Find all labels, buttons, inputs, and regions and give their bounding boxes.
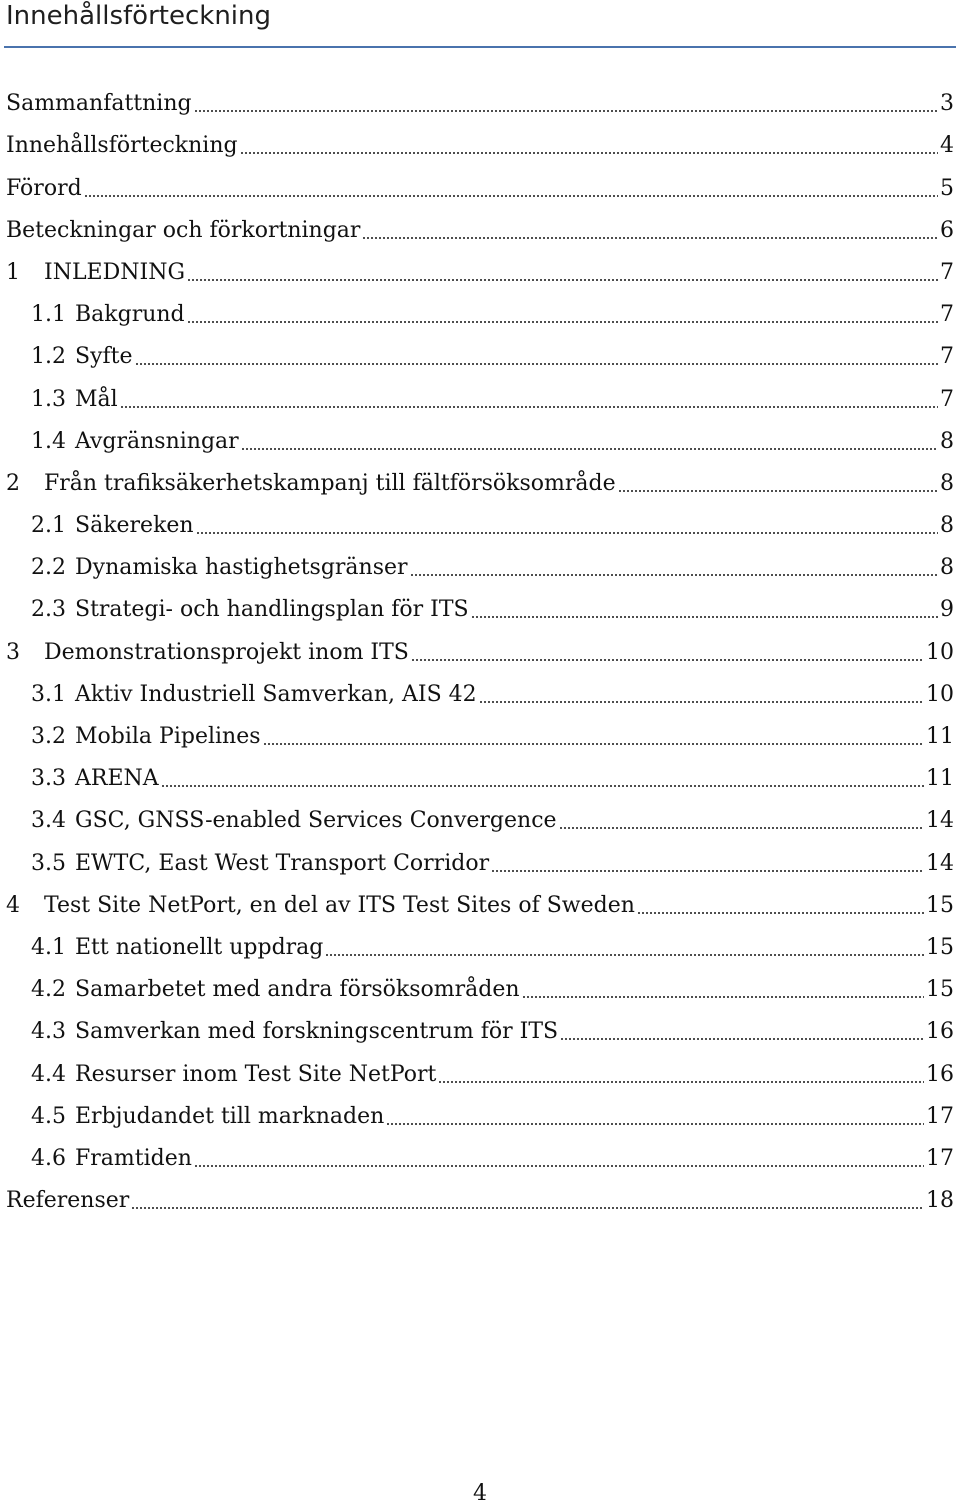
toc-entry[interactable] [6, 203, 954, 245]
dot-leader [241, 448, 938, 450]
toc-entry-page: 17 [926, 1103, 954, 1129]
toc-entry-page: 15 [926, 892, 954, 918]
dot-leader [491, 870, 924, 872]
toc-entry-title: INLEDNING [44, 259, 186, 285]
dot-leader [325, 954, 924, 956]
toc-entry-page: 8 [940, 555, 954, 581]
toc-entry[interactable] [6, 1004, 954, 1046]
toc-entry-number: 2.2 [31, 555, 66, 581]
toc-entry-number: 3.5 [31, 850, 66, 876]
toc-entry-page: 14 [926, 850, 954, 876]
toc-entry[interactable] [6, 456, 954, 498]
toc-entry[interactable] [6, 1046, 954, 1088]
toc-entry[interactable] [6, 1173, 954, 1215]
toc-entry-number: 3.3 [31, 766, 66, 792]
toc-entry-title: Framtiden [75, 1145, 192, 1171]
toc-entry[interactable] [6, 582, 954, 624]
toc-entry-page: 16 [926, 1019, 954, 1045]
toc-entry-title: Förord [6, 175, 82, 201]
toc-entry[interactable] [6, 245, 954, 287]
toc-entry-page: 11 [926, 766, 954, 792]
toc-entry-page: 5 [940, 175, 954, 201]
toc-entry-page: 4 [940, 133, 954, 159]
dot-leader [410, 574, 938, 576]
heading-underline [4, 46, 956, 48]
toc-entry[interactable] [6, 76, 954, 118]
dot-leader [194, 110, 938, 112]
dot-leader [438, 1081, 924, 1083]
toc-entry[interactable] [6, 1089, 954, 1131]
toc-entry[interactable] [6, 835, 954, 877]
dot-leader [560, 1038, 924, 1040]
toc-entry[interactable] [6, 1131, 954, 1173]
toc-entry-title: Från trafiksäkerhetskampanj till fältförsöksområde [44, 470, 616, 496]
dot-leader [559, 827, 924, 829]
dot-leader [479, 701, 924, 703]
toc-entry-title: Bakgrund [75, 302, 185, 328]
toc-entry-page: 15 [926, 934, 954, 960]
toc-entry[interactable] [6, 371, 954, 413]
toc-entry-page: 8 [940, 470, 954, 496]
toc-entry-page: 10 [926, 681, 954, 707]
toc-entry[interactable] [6, 920, 954, 962]
dot-leader [386, 1123, 924, 1125]
toc-entry-number: 4 [6, 892, 20, 918]
toc-entry-page: 16 [926, 1061, 954, 1087]
dot-leader [471, 616, 938, 618]
toc-entry-title: Samverkan med forskningscentrum för ITS [75, 1019, 559, 1045]
toc-entry-title: Samarbetet med andra försöksområden [75, 977, 520, 1003]
toc-entry-number: 1 [6, 259, 20, 285]
toc-entry-number: 4.2 [31, 977, 66, 1003]
toc-entry-number: 4.1 [31, 934, 66, 960]
dot-leader [362, 237, 938, 239]
toc-entry[interactable] [6, 287, 954, 329]
dot-leader [161, 785, 924, 787]
toc-entry-page: 10 [926, 639, 954, 665]
toc-entry-page: 11 [926, 724, 954, 749]
toc-entry-title: Mobila Pipelines [75, 724, 261, 749]
toc-entry-page: 8 [940, 428, 954, 454]
toc-entry-title: Sammanfattning [6, 91, 192, 117]
toc-entry-title: Säkereken [75, 513, 194, 539]
toc-entry-page: 3 [940, 91, 954, 117]
toc-entry-page: 7 [940, 302, 954, 328]
toc-entry-title: GSC, GNSS-enabled Services Convergence [75, 808, 557, 834]
dot-leader [522, 996, 924, 998]
toc-entry-number: 3 [6, 639, 20, 665]
toc-entry-title: Erbjudandet till marknaden [75, 1103, 385, 1129]
toc-entry-number: 3.4 [31, 808, 66, 834]
toc-entry-title: Innehållsförteckning [6, 133, 238, 159]
toc-entry-title: EWTC, East West Transport Corridor [75, 850, 490, 876]
dot-leader [135, 363, 938, 365]
toc-entry-title: Ett nationellt uppdrag [75, 934, 324, 960]
toc-entry-title: Avgränsningar [75, 428, 239, 454]
toc-entry-page: 15 [926, 977, 954, 1003]
toc-entry-number: 1.3 [31, 386, 66, 412]
toc-entry-number: 4.4 [31, 1061, 66, 1087]
dot-leader [618, 490, 938, 492]
toc-entry-number: 1.2 [31, 344, 66, 370]
toc-entry-page: 6 [940, 217, 954, 243]
toc-entry[interactable] [6, 962, 954, 1004]
table-of-contents [6, 76, 954, 1215]
toc-entry-page: 8 [940, 513, 954, 539]
dot-leader [120, 406, 938, 408]
toc-entry-page: 17 [926, 1145, 954, 1171]
dot-leader [411, 659, 924, 661]
toc-entry-number: 4.3 [31, 1019, 66, 1045]
toc-entry[interactable] [6, 160, 954, 202]
toc-entry-page: 18 [926, 1188, 954, 1214]
toc-entry[interactable] [6, 624, 954, 666]
toc-entry-page: 14 [926, 808, 954, 834]
toc-entry[interactable] [6, 793, 954, 835]
toc-entry-page: 7 [940, 259, 954, 285]
toc-entry-title: Mål [75, 386, 118, 412]
dot-leader [187, 279, 938, 281]
toc-entry-title: ARENA [75, 766, 159, 792]
toc-entry[interactable] [6, 878, 954, 920]
toc-entry[interactable] [6, 667, 954, 709]
toc-entry[interactable] [6, 751, 954, 793]
toc-entry[interactable] [6, 118, 954, 160]
toc-entry-number: 2.1 [31, 513, 66, 539]
dot-leader [263, 743, 924, 745]
dot-leader [637, 912, 924, 914]
toc-entry-title: Strategi- och handlingsplan för ITS [75, 597, 469, 623]
toc-entry-number: 4.5 [31, 1103, 66, 1129]
page-title: Innehållsförteckning [6, 1, 272, 31]
toc-entry-number: 2 [6, 470, 20, 496]
toc-entry[interactable] [6, 540, 954, 582]
toc-entry-title: Syfte [75, 344, 133, 370]
toc-entry-title: Aktiv Industriell Samverkan, AIS 42 [75, 681, 477, 707]
toc-entry-page: 7 [940, 386, 954, 412]
toc-entry-title: Test Site NetPort, en del av ITS Test Sites of Sweden [44, 892, 635, 918]
toc-entry-number: 1.1 [31, 302, 66, 328]
dot-leader [194, 1165, 924, 1167]
toc-entry-number: 3.2 [31, 724, 66, 749]
toc-entry-page: 9 [940, 597, 954, 623]
toc-entry-number: 4.6 [31, 1145, 66, 1171]
toc-entry-number: 1.4 [31, 428, 66, 454]
toc-entry[interactable] [6, 709, 954, 751]
dot-leader [187, 321, 938, 323]
dot-leader [240, 152, 938, 154]
dot-leader [84, 195, 938, 197]
page-number: 4 [473, 1481, 487, 1506]
toc-entry-number: 3.1 [31, 681, 66, 707]
dot-leader [131, 1207, 924, 1209]
toc-entry-title: Demonstrationsprojekt inom ITS [44, 639, 409, 665]
toc-entry-title: Beteckningar och förkortningar [6, 217, 361, 243]
toc-entry[interactable] [6, 414, 954, 456]
toc-entry[interactable] [6, 329, 954, 371]
toc-entry[interactable] [6, 498, 954, 540]
dot-leader [196, 532, 938, 534]
toc-entry-number: 2.3 [31, 597, 66, 623]
toc-entry-title: Referenser [6, 1188, 130, 1214]
toc-entry-title: Dynamiska hastighetsgränser [75, 555, 408, 581]
toc-entry-page: 7 [940, 344, 954, 370]
toc-entry-title: Resurser inom Test Site NetPort [75, 1061, 437, 1087]
